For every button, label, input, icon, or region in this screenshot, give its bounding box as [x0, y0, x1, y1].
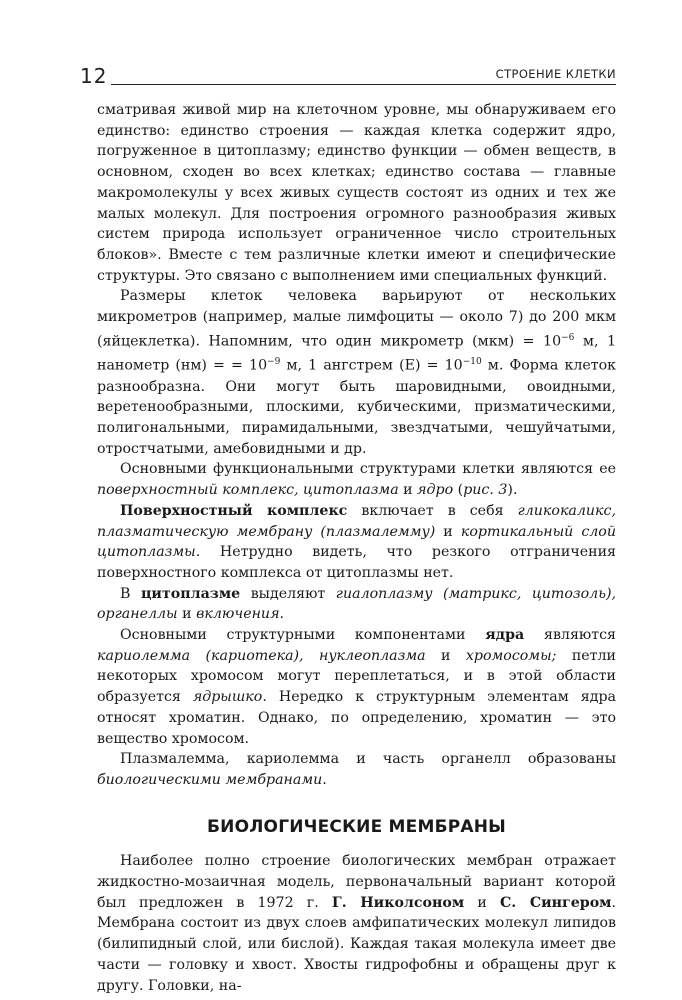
- exponent: −10: [462, 357, 482, 368]
- exponent: −9: [267, 357, 281, 368]
- paragraph-5: В цитоплазме выделяют гиалоплазму (матрикс, цитозоль), органеллы и включения.: [97, 585, 616, 623]
- page-number: 12: [80, 64, 111, 88]
- paragraph-8: Наиболее полно строение биологических мембран отражает жидкостно-мозаичная модель, первоначальный вариант которой был предложен в 1972 г. Г. Николсоном и С. Сингером. Мембрана состоит из двух слоев амфипатических молекул липидов (билипидный слой, или бислой). Каждая такая молекула имеет две части — головку и хвост. Хвосты гидрофобны и обращены друг к другу. Головки, на-: [97, 853, 616, 994]
- term-bold: ядра: [485, 627, 525, 644]
- body-text: [97, 100, 616, 996]
- author-name: С. Сингером: [500, 894, 612, 911]
- term-bold: Поверхностный комплекс: [120, 502, 348, 519]
- author-name: Г. Николсоном: [331, 894, 465, 911]
- paragraph-4: Поверхностный комплекс включает в себя гликокаликс, плазматическую мембрану (плазмалемму) и кортикальный слой цитоплазмы. Нетрудно видеть, что резкого отграничения поверхностного комплекса от цитоплазмы нет.: [97, 502, 616, 581]
- exponent: −6: [561, 332, 575, 343]
- section-heading: БИОЛОГИЧЕСКИЕ МЕМБРАНЫ: [206, 816, 506, 837]
- paragraph-6: Основными структурными компонентами ядра являются кариолемма (кариотека), нуклеоплазма и хромосомы; петли некоторых хромосом могут переплетаться, и в этой области образуется ядрышко. Нередко к структурным элементам ядра относят хроматин. Однако, по определению, хроматин — это вещество хромосом.: [97, 627, 616, 747]
- term-bold: цитоплазме: [140, 585, 241, 602]
- paragraph-1: сматривая живой мир на клеточном уровне, мы обнаруживаем его единство: единство строения — каждая клетка содержит ядро, погруженное в цитоплазму; единство функции — обмен веществ, в основном, сходен во всех клетках; единство состава — главные макромолекулы у всех живых существ состоят из одних и тех же малых молекул. Для построения огромного разнообразия живых систем природа использует ограниченное число строительных блоков». Вместе с тем различные клетки имеют и специфические структуры. Это связано с выполнением ими специальных функций.: [97, 102, 616, 284]
- paragraph-7: Плазмалемма, кариолемма и часть органелл образованы биологическими мембранами.: [97, 751, 616, 788]
- paragraph-2: Размеры клеток человека варьируют от нескольких микрометров (например, малые лимфоциты — около 7) до 200 мкм (яйцеклетка). Напомним, что один микрометр $(мкм) = 10^{-6}$ м, 1 нанометр (нм) = = $10^{-9}$ м, 1 ангстрем $(E) = 10^{-10}$ м. Форма клеток разнообразна. Они могут быть шаровидными, овоидными, веретенообразными, плоскими, кубическими, призматическими, полигональными, пирамидальными, звездчатыми, чешуйчатыми, отростчатыми, амебовидными и др.: [97, 288, 617, 457]
- paragraph-3: Основными функциональными структурами клетки являются ее поверхностный комплекс, цитоплазма и ядро (рис. 3).: [97, 461, 616, 499]
- running-title: СТРОЕНИЕ КЛЕТКИ: [490, 67, 616, 81]
- header-rule: [80, 84, 616, 85]
- figure-reference: рис. 3: [463, 482, 508, 499]
- page-header: [80, 62, 616, 94]
